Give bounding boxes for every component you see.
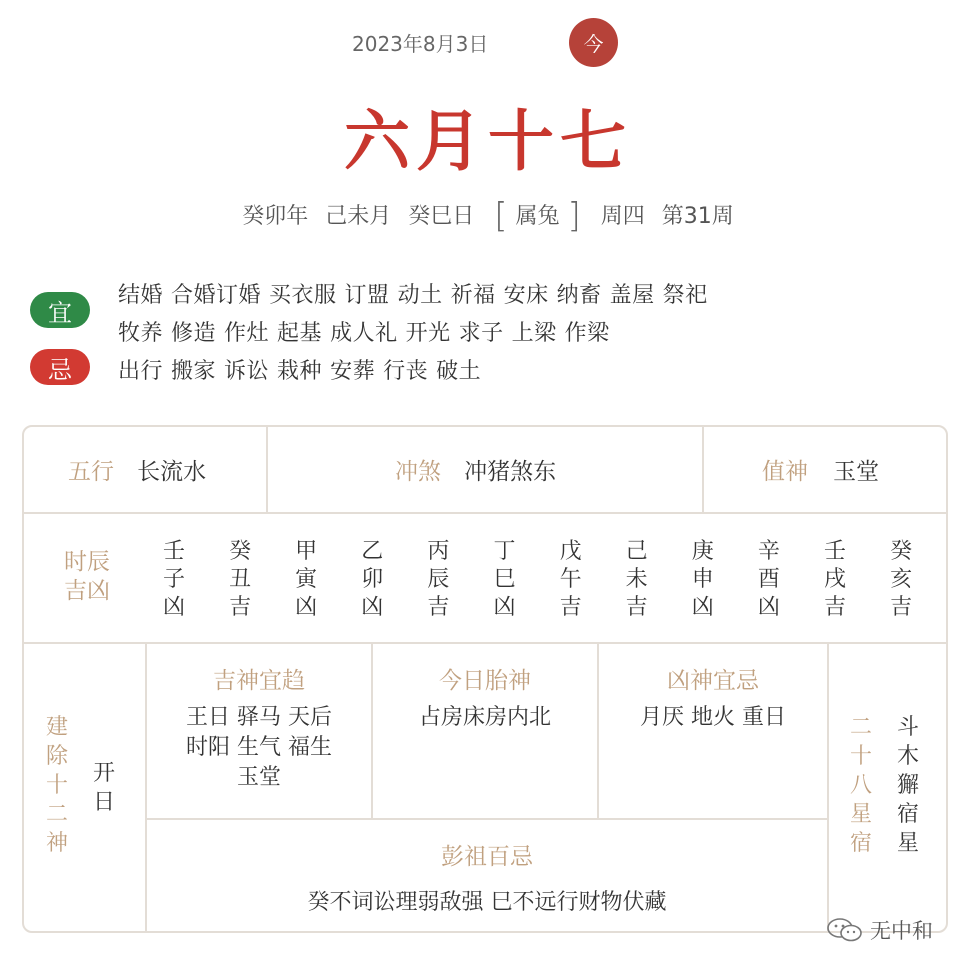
ganzhi-line — [0, 196, 976, 236]
month-ganzhi: 己未月 — [325, 204, 392, 229]
hour-luck: 凶 — [691, 595, 714, 620]
hour-luck: 凶 — [295, 595, 318, 620]
pengzu-label: 彭祖百忌 — [441, 844, 533, 870]
year-ganzhi: 癸卯年 — [242, 204, 309, 229]
ji-item: 破土 — [436, 359, 482, 384]
divider — [24, 512, 946, 514]
chongsha-cell — [395, 453, 556, 486]
hour-column — [688, 538, 718, 622]
hour-branch: 子 — [162, 567, 185, 592]
hour-stem: 己 — [625, 539, 648, 564]
wuxing-label: 五行 — [68, 459, 114, 485]
label-char: 除 — [45, 744, 68, 769]
taishen-label: 今日胎神 — [439, 668, 531, 694]
yi-item: 安床 — [503, 283, 549, 308]
lunar-date: 六月十七 — [344, 102, 632, 180]
ji-item: 搬家 — [171, 359, 217, 384]
hour-column — [357, 538, 387, 622]
weekday: 周四 — [600, 204, 645, 229]
hour-luck: 吉 — [625, 595, 648, 620]
yi-item: 求子 — [458, 321, 504, 346]
divider — [702, 427, 704, 512]
yi-item: 结婚 — [118, 283, 164, 308]
hour-luck: 凶 — [493, 595, 516, 620]
xiongshen-value: 月厌 地火 重日 — [640, 705, 786, 730]
watermark — [826, 915, 933, 945]
ji-badge: 忌 — [30, 349, 90, 385]
yi-item: 牧养 — [118, 321, 164, 346]
divider — [146, 818, 827, 820]
yi-item: 上梁 — [511, 321, 557, 346]
hour-branch: 卯 — [361, 567, 384, 592]
zhishen-label: 值神 — [762, 459, 808, 485]
hour-stem: 甲 — [295, 539, 318, 564]
yi-line-1 — [118, 278, 716, 309]
jishen-cell — [147, 662, 371, 793]
yi-item: 作梁 — [564, 321, 610, 346]
hour-branch: 寅 — [295, 567, 318, 592]
yi-item: 成人礼 — [330, 321, 398, 346]
day-ganzhi: 癸巳日 — [408, 204, 475, 229]
zhishen-value: 玉堂 — [833, 459, 880, 485]
yi-item: 起基 — [277, 321, 323, 346]
hour-branch: 辰 — [427, 567, 450, 592]
hour-stem: 壬 — [162, 539, 185, 564]
value-char: 獬 — [896, 773, 919, 798]
hour-column — [291, 538, 321, 622]
chongsha-label: 冲煞 — [395, 459, 441, 485]
hour-luck: 吉 — [229, 595, 252, 620]
hour-column — [622, 538, 652, 622]
jishen-line: 玉堂 — [236, 765, 281, 790]
hour-branch: 丑 — [229, 567, 252, 592]
zhishen-cell — [762, 453, 879, 486]
today-button[interactable]: 今 — [569, 18, 618, 67]
divider — [827, 644, 829, 931]
yi-item: 祈福 — [450, 283, 496, 308]
hour-column — [754, 538, 784, 622]
hour-luck: 吉 — [559, 595, 582, 620]
divider — [266, 427, 268, 512]
ji-item: 出行 — [118, 359, 164, 384]
yi-item: 作灶 — [224, 321, 270, 346]
label-char: 十 — [45, 773, 68, 798]
ji-item: 诉讼 — [224, 359, 270, 384]
hour-stem: 丁 — [493, 539, 516, 564]
hour-luck: 凶 — [361, 595, 384, 620]
hour-column — [556, 538, 586, 622]
hour-stem: 戊 — [559, 539, 582, 564]
hour-branch: 亥 — [890, 567, 913, 592]
wuxing-value: 长流水 — [137, 459, 207, 485]
hour-luck: 吉 — [890, 595, 913, 620]
hour-column — [159, 538, 189, 622]
label-char: 神 — [45, 831, 68, 856]
value-char: 宿 — [896, 802, 919, 827]
value-char: 开 — [92, 761, 115, 786]
label-char: 二 — [849, 715, 872, 740]
zodiac-label: 属兔 — [515, 204, 560, 229]
ji-item: 安葬 — [330, 359, 376, 384]
yi-item: 合婚订婚 — [171, 283, 262, 308]
label-char: 宿 — [849, 831, 872, 856]
label-char: 八 — [849, 773, 872, 798]
pengzu-cell — [147, 838, 827, 916]
hour-stem: 丙 — [427, 539, 450, 564]
hour-stem: 辛 — [757, 539, 780, 564]
chongsha-value: 冲猪煞东 — [464, 459, 557, 485]
yi-item: 修造 — [171, 321, 217, 346]
hour-branch: 酉 — [757, 567, 780, 592]
xiu-label — [848, 713, 874, 858]
hours-label — [64, 548, 110, 606]
hours-label-line: 时辰 — [64, 549, 110, 575]
label-char: 建 — [45, 715, 68, 740]
taishen-cell — [373, 662, 597, 733]
wechat-icon — [826, 917, 864, 943]
xiongshen-cell — [599, 662, 827, 733]
hour-column — [423, 538, 453, 622]
hour-branch: 申 — [691, 567, 714, 592]
hour-stem: 癸 — [890, 539, 913, 564]
hour-column — [490, 538, 520, 622]
wuxing-cell — [68, 453, 206, 486]
jishen-label: 吉神宜趋 — [213, 668, 305, 694]
yi-item: 盖屋 — [609, 283, 655, 308]
xiongshen-label: 凶神宜忌 — [667, 668, 759, 694]
yi-badge: 宜 — [30, 292, 90, 328]
label-char: 二 — [45, 802, 68, 827]
value-char: 星 — [896, 831, 919, 856]
hours-label-line: 吉凶 — [64, 578, 110, 604]
hour-luck: 凶 — [162, 595, 185, 620]
hour-luck: 吉 — [427, 595, 450, 620]
hour-column — [820, 538, 850, 622]
value-char: 斗 — [896, 715, 919, 740]
hour-branch: 巳 — [493, 567, 516, 592]
yi-item: 买衣服 — [269, 283, 337, 308]
yi-item: 动土 — [397, 283, 443, 308]
hour-branch: 戌 — [823, 567, 846, 592]
hour-stem: 庚 — [691, 539, 714, 564]
week-number: 第31周 — [661, 204, 734, 229]
value-char: 日 — [92, 790, 115, 815]
hour-luck: 吉 — [823, 595, 846, 620]
ji-line-1 — [118, 354, 489, 385]
zodiac: [ 属兔 ] — [494, 196, 581, 236]
jianchu-label — [44, 713, 70, 858]
label-char: 星 — [849, 802, 872, 827]
hour-stem: 乙 — [361, 539, 384, 564]
yi-item: 开光 — [405, 321, 451, 346]
hour-luck: 凶 — [757, 595, 780, 620]
label-char: 十 — [849, 744, 872, 769]
jishen-line: 王日 驿马 天后 — [186, 705, 332, 730]
hour-branch: 未 — [625, 567, 648, 592]
jishen-line: 时阳 生气 福生 — [186, 735, 332, 760]
value-char: 木 — [896, 744, 919, 769]
ji-item: 行丧 — [383, 359, 429, 384]
pengzu-value: 癸不词讼理弱敌强 巳不远行财物伏藏 — [307, 890, 667, 915]
xiu-value — [895, 713, 921, 858]
watermark-text: 无中和 — [870, 919, 933, 943]
yi-item: 订盟 — [344, 283, 390, 308]
ji-item: 栽种 — [277, 359, 323, 384]
taishen-value: 占房床房内北 — [418, 705, 551, 730]
yi-item: 纳畜 — [556, 283, 602, 308]
jianchu-value — [91, 759, 117, 817]
yi-item: 祭祀 — [662, 283, 708, 308]
hour-column — [886, 538, 916, 622]
solar-date: 2023年8月3日 — [352, 32, 489, 56]
hour-branch: 午 — [559, 567, 582, 592]
yi-line-2 — [118, 316, 618, 347]
hour-stem: 癸 — [229, 539, 252, 564]
hour-column — [225, 538, 255, 622]
divider — [24, 642, 946, 644]
hour-stem: 壬 — [823, 539, 846, 564]
